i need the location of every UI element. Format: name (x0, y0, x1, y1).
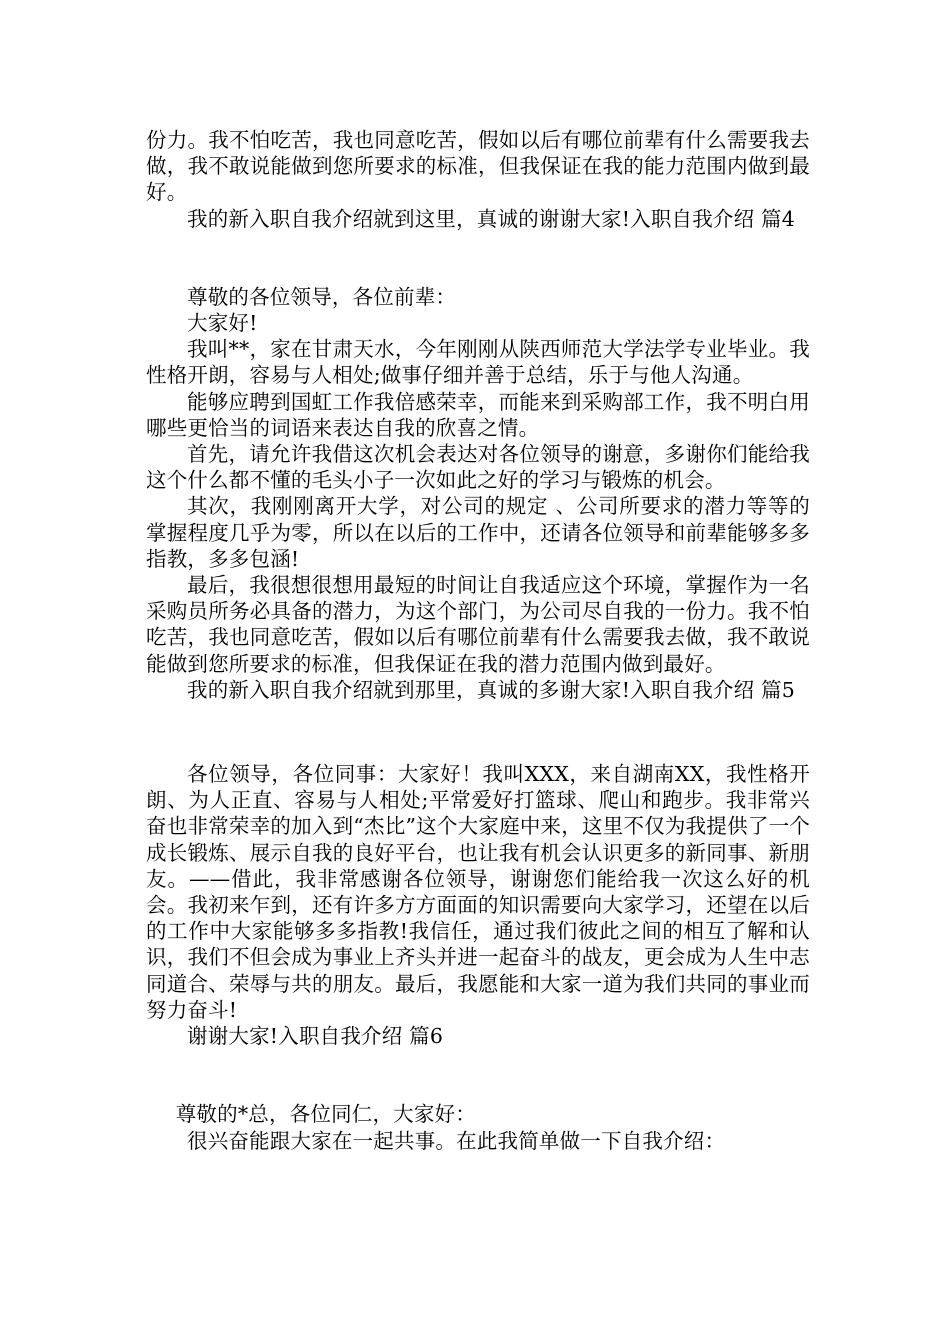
paragraph: 其次，我刚刚离开大学，对公司的规定 、公司所要求的潜力等等的掌握程度几乎为零，所以在以后的工作中，还请各位领导和前辈能够多多指教，多多包涵! (146, 494, 810, 571)
paragraph: 大家好! (187, 311, 258, 336)
paragraph: 尊敬的各位领导，各位前辈： (187, 284, 457, 309)
paragraph: 尊敬的*总，各位同仁，大家好： (175, 1102, 476, 1127)
paragraph: 首先，请允许我借这次机会表达对各位领导的谢意，多谢你们能给我这个什么都不懂的毛头小子一次如此之好的学习与锻炼的机会。 (146, 442, 810, 493)
paragraph: 很兴奋能跟大家在一起共事。在此我简单做一下自我介绍： (187, 1128, 726, 1153)
paragraph: 各位领导，各位同事：大家好！我叫XXX，来自湖南XX，我性格开朗、为人正直、容易与人相处;平常爱好打篮球、爬山和跑步。我非常兴奋也非常荣幸的加入到“杰比”这个大家庭中来，这里不仅为我提供了一个成长锻炼、展示自我的良好平台，也让我有机会认识更多的新同事、新朋友。——借此，我非常感谢各位领导，谢谢您们能给我一次这么好的机会。我初来乍到，还有许多方方面面的知识需要向大家学习，还望在以后的工作中大家能够多多指教!我信任，通过我们彼此之间的相互了解和认识，我们不但会成为事业上齐头并进一起奋斗的战友，更会成为人生中志同道合、荣辱与共的朋友。最后，我愿能和大家一道为我们共同的事业而努力奋斗! (146, 762, 810, 1022)
paragraph: 我叫**，家在甘肃天水，今年刚刚从陕西师范大学法学专业毕业。我性格开朗，容易与人相处;做事仔细并善于总结，乐于与他人沟通。 (146, 337, 810, 388)
paragraph-spacer (146, 1049, 810, 1101)
document-page (146, 127, 810, 1154)
paragraph-spacer (146, 232, 810, 284)
paragraph: 能够应聘到国虹工作我倍感荣幸，而能来到采购部工作，我不明白用哪些更恰当的词语来表达自我的欣喜之情。 (146, 389, 810, 440)
paragraph: 份力。我不怕吃苦，我也同意吃苦，假如以后有哪位前辈有什么需要我去做，我不敢说能做到您所要求的标准，但我保证在我的能力范围内做到最好。 (146, 128, 810, 205)
paragraph-spacer (146, 703, 810, 761)
paragraph: 谢谢大家!入职自我介绍 篇6 (187, 1024, 444, 1049)
paragraph: 我的新入职自我介绍就到这里，真诚的谢谢大家!入职自我介绍 篇4 (187, 206, 795, 231)
paragraph: 最后，我很想很想用最短的时间让自我适应这个环境，掌握作为一名采购员所务必具备的潜力，为这个部门，为公司尽自我的一份力。我不怕吃苦，我也同意吃苦，假如以后有哪位前辈有什么需要我去做，我不敢说能做到您所要求的标准，但我保证在我的潜力范围内做到最好。 (146, 573, 810, 676)
paragraph: 我的新入职自我介绍就到那里，真诚的多谢大家!入职自我介绍 篇5 (187, 677, 795, 702)
